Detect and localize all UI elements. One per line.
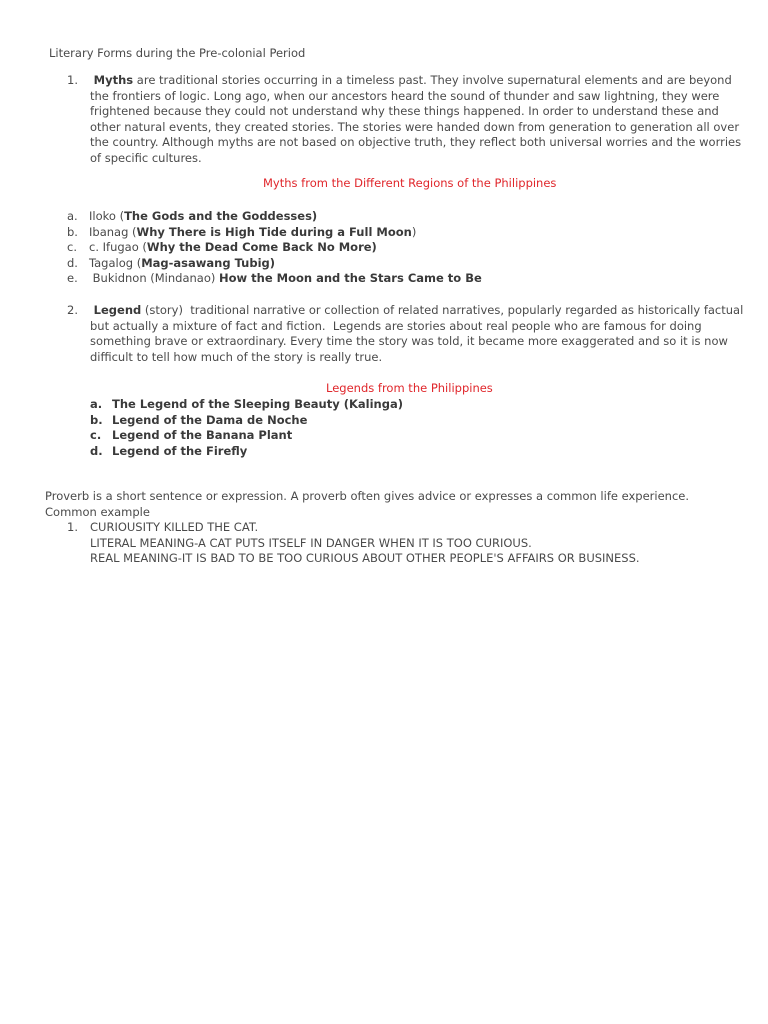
item-region: Bukidnon (Mindanao)	[89, 271, 220, 285]
legend-item-b	[90, 413, 403, 429]
item-title: Legend of the Banana Plant	[112, 428, 293, 442]
myths-item-c	[67, 240, 482, 256]
legend-line-text: (story) traditional narrative or collection of related narratives, popularly regarded as historically factual	[141, 303, 744, 317]
item-title: Why the Dead Come Back No More)	[146, 240, 377, 254]
proverb-literal-meaning: LITERAL MEANING-A CAT PUTS ITSELF IN DANGER WHEN IT IS TOO CURIOUS.	[90, 535, 532, 550]
item-title: The Legend of the Sleeping Beauty (Kalinga)	[112, 397, 403, 411]
list-marker: e.	[67, 271, 78, 285]
legend-line-3: something brave or extraordinary. Every time the story was told, it became more exaggerated and so it is now	[90, 334, 728, 348]
myths-list	[67, 209, 482, 287]
myths-line-1	[90, 73, 741, 89]
myths-line-2: the frontiers of logic. Long ago, when our ancestors heard the sound of thunder and saw lightning, they were	[90, 88, 720, 103]
item-region: Tagalog (	[89, 255, 142, 270]
item-region: c. Ifugao (	[89, 240, 147, 254]
myths-line-4: other natural events, they created stories. The stories were handed down from generation to generation all over	[90, 119, 740, 134]
myths-item-b	[67, 225, 482, 241]
myths-line-5: the country. Although myths are not based on objective truth, they reflect both universal worries and the worries	[90, 135, 742, 149]
myths-paragraph	[90, 73, 741, 166]
myths-line-3: frightened because they could not understand why these things happened. In order to understand these and	[90, 104, 719, 118]
legend-number: 2.	[67, 303, 78, 317]
item-title: The Gods and the Goddesses)	[124, 209, 318, 223]
legend-item-c	[90, 428, 403, 444]
myths-subheading: Myths from the Different Regions of the Philippines	[263, 176, 557, 190]
item-title: Legend of the Dama de Noche	[112, 412, 308, 427]
myths-item-e	[67, 271, 482, 287]
proverb-definition: Proverb is a short sentence or expression. A proverb often gives advice or expresses a common life experience.	[45, 489, 689, 503]
item-title: Mag-asawang Tubig)	[141, 255, 276, 270]
list-marker: a.	[90, 397, 103, 411]
legends-subheading: Legends from the Philippines	[326, 381, 493, 395]
document-title: Literary Forms during the Pre-colonial Period	[49, 46, 306, 60]
list-marker: c.	[67, 240, 77, 254]
item-title: Why There is High Tide during a Full Moon	[136, 224, 412, 239]
proverb-text: CURIOUSITY KILLED THE CAT.	[90, 520, 259, 534]
item-title: Legend of the Firefly	[112, 443, 248, 458]
proverb-example	[90, 520, 640, 567]
myths-item-d	[67, 256, 482, 272]
legend-paragraph	[90, 303, 743, 365]
common-example-label: Common example	[45, 505, 150, 519]
list-marker: b.	[90, 412, 103, 427]
myths-item-a	[67, 209, 482, 225]
item-region: Iloko (	[89, 209, 125, 223]
item-title: How the Moon and the Stars Came to Be	[219, 271, 482, 285]
legend-term: Legend	[93, 303, 142, 317]
proverb-real-meaning: REAL MEANING-IT IS BAD TO BE TOO CURIOUS ABOUT OTHER PEOPLE'S AFFAIRS OR BUSINESS.	[90, 551, 640, 565]
myths-term: Myths	[93, 73, 134, 87]
legend-line-4: difficult to tell how much of the story is really true.	[90, 349, 383, 364]
legend-line-1	[90, 303, 743, 319]
list-marker: d.	[90, 443, 103, 458]
list-marker: b.	[67, 224, 78, 239]
list-marker: a.	[67, 209, 78, 223]
myths-line-text: are traditional stories occurring in a timeless past. They involve supernatural elements and are beyond	[133, 73, 732, 87]
legends-list	[90, 397, 403, 459]
proverb-number: 1.	[67, 520, 78, 534]
item-suffix: )	[411, 224, 417, 239]
myths-line-6: of specific cultures.	[90, 150, 202, 165]
list-marker: c.	[90, 428, 102, 442]
list-marker: d.	[67, 255, 78, 270]
item-region: Ibanag (	[89, 224, 137, 239]
myths-number: 1.	[67, 73, 78, 87]
legend-line-2: but actually a mixture of fact and fiction. Legends are stories about real people who are famous for doing	[90, 318, 702, 333]
legend-item-a	[90, 397, 403, 413]
legend-item-d	[90, 444, 403, 460]
